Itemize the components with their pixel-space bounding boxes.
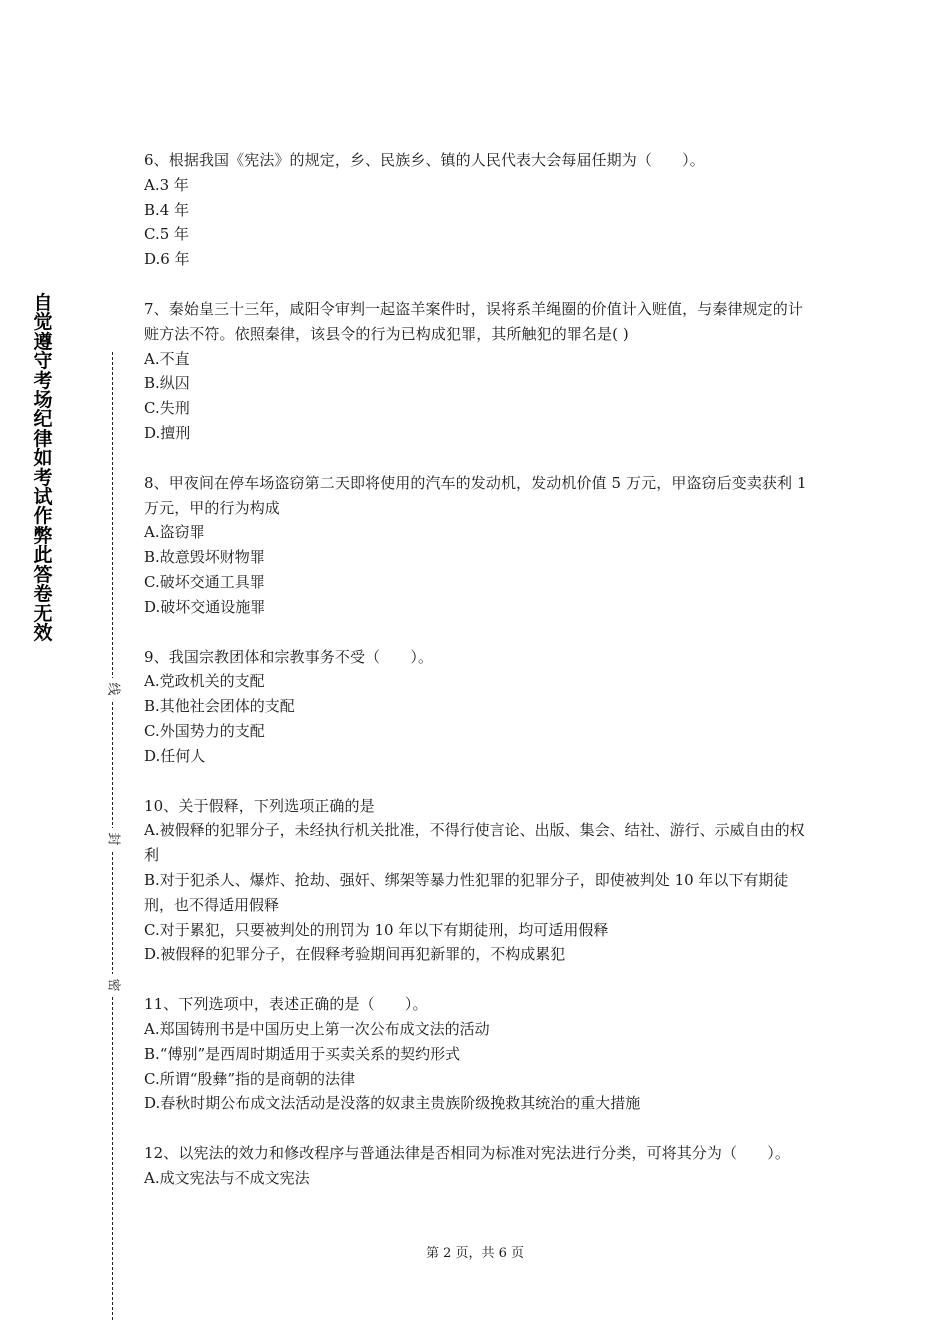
question-12	[144, 1141, 810, 1191]
option-b: B.其他社会团体的支配	[144, 697, 295, 716]
option-d: D.擅刑	[144, 423, 191, 442]
binding-mark-seal: 封	[103, 828, 123, 850]
option-a: A.3 年	[144, 175, 189, 194]
option-b: B.对于犯杀人、爆炸、抢劫、强奸、绑架等暴力性犯罪的犯罪分子，即使被判处 10 年以下有期徒刑，也不得适用假释	[144, 870, 789, 914]
option-c: C.所谓“殷彝”指的是商朝的法律	[144, 1069, 356, 1088]
option-d: D.春秋时期公布成文法活动是没落的奴隶主贵族阶级挽救其统治的重大措施	[144, 1094, 641, 1113]
binding-mark-secret: 密	[103, 974, 123, 996]
option-c: C.外国势力的支配	[144, 721, 265, 740]
question-7	[144, 297, 810, 446]
question-stem: 9、我国宗教团体和宗教事务不受（ ）。	[144, 647, 434, 666]
question-11	[144, 992, 810, 1116]
option-a: A.党政机关的支配	[144, 672, 265, 691]
option-b: B.4 年	[144, 200, 190, 219]
question-6	[144, 148, 810, 272]
option-a: A.不直	[144, 349, 190, 368]
option-c: C.破坏交通工具罪	[144, 572, 265, 591]
question-stem: 11、下列选项中，表述正确的是（ ）。	[144, 995, 428, 1014]
option-a: A.郑国铸刑书是中国历史上第一次公布成文法的活动	[144, 1019, 490, 1038]
question-stem: 12、以宪法的效力和修改程序与普通法律是否相同为标准对宪法进行分类，可将其分为（ ）。	[144, 1144, 790, 1163]
question-9	[144, 645, 810, 769]
option-b: B.纵囚	[144, 374, 190, 393]
option-c: C.5 年	[144, 225, 190, 244]
option-d: D.被假释的犯罪分子，在假释考验期间再犯新罪的，不构成累犯	[144, 945, 566, 964]
exam-discipline-notice: 自觉遵守考场纪律如考试作弊此答卷无效	[33, 292, 53, 644]
page-number-footer: 第 2 页，共 6 页	[425, 1246, 525, 1261]
option-b: B.“傅别”是西周时期适用于买卖关系的契约形式	[144, 1044, 461, 1063]
question-10	[144, 794, 810, 968]
option-d: D.任何人	[144, 746, 206, 765]
option-a: A.盗窃罪	[144, 523, 205, 542]
option-d: D.6 年	[144, 250, 190, 269]
binding-mark-line: 线	[103, 678, 123, 700]
option-c: C.失刑	[144, 399, 190, 418]
question-stem: 10、关于假释，下列选项正确的是	[144, 796, 375, 815]
question-list	[144, 148, 810, 1216]
question-8	[144, 471, 810, 620]
option-a: A.成文宪法与不成文宪法	[144, 1168, 310, 1187]
option-c: C.对于累犯，只要被判处的刑罚为 10 年以下有期徒刑，均可适用假释	[144, 920, 609, 939]
question-stem: 7、秦始皇三十三年，咸阳令审判一起盗羊案件时，误将系羊绳圈的价值计入赃值，与秦律规定的计赃方法不符。依照秦律，该县令的行为已构成犯罪，其所触犯的罪名是( )	[144, 299, 803, 343]
option-b: B.故意毁坏财物罪	[144, 548, 265, 567]
question-stem: 6、根据我国《宪法》的规定，乡、民族乡、镇的人民代表大会每届任期为（ ）。	[144, 151, 705, 169]
question-stem: 8、甲夜间在停车场盗窃第二天即将使用的汽车的发动机，发动机价值 5 万元，甲盗窃后变卖获利 1 万元，甲的行为构成	[144, 473, 807, 517]
option-a: A.被假释的犯罪分子，未经执行机关批准，不得行使言论、出版、集会、结社、游行、示威自由的权利	[144, 821, 805, 865]
option-d: D.破坏交通设施罪	[144, 597, 266, 616]
